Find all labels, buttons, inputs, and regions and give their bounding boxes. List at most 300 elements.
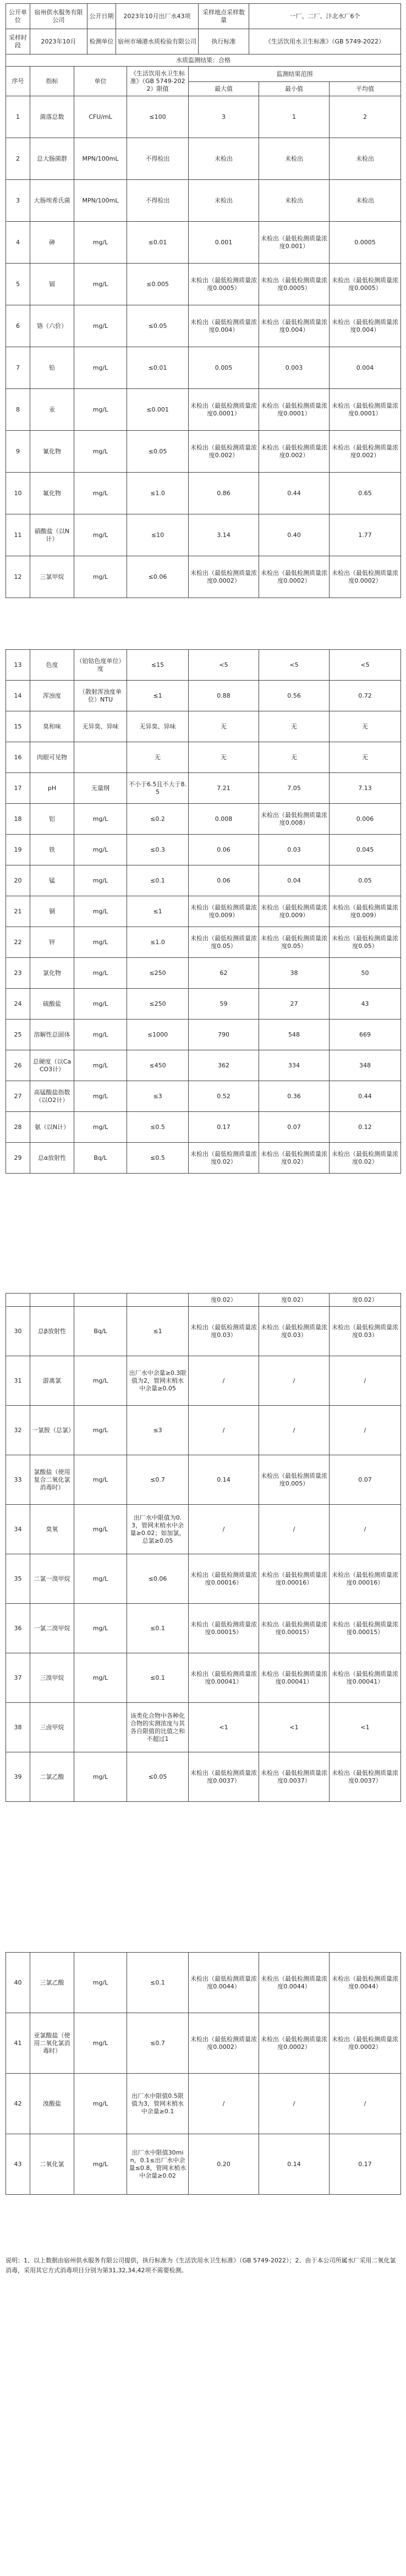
cell-avg: 348	[330, 1050, 401, 1081]
cell-max: 0.06	[189, 835, 259, 865]
cell-limit: ≤3	[127, 1081, 189, 1112]
cell-item: 锰	[30, 865, 74, 896]
cell-max: 0.001	[189, 222, 259, 264]
cell-item: 亚氯酸盐（使用二氧化氯消毒时）	[30, 2013, 74, 2074]
cell-max: <5	[189, 650, 259, 681]
cell-no: 35	[6, 1554, 30, 1604]
cell-no: 37	[6, 1653, 30, 1703]
cell-limit: ≤0.3	[127, 835, 189, 865]
col-limit: 《生活饮用水卫生标准》（GB 5749-2022）限值	[127, 67, 189, 96]
cell-max: /	[189, 2074, 259, 2134]
cell-item: 铝	[30, 804, 74, 835]
cell-min: 0.03	[259, 835, 330, 865]
cell-item: 三氯甲烷	[30, 556, 74, 598]
results-table-3	[6, 1293, 401, 1802]
cell-no: 16	[6, 742, 30, 773]
cell-limit: ≤1	[127, 896, 189, 927]
cell-no: 8	[6, 389, 30, 431]
table-row	[6, 1081, 401, 1112]
cell-max: 未检出（最低检测质量浓度0.009）	[189, 896, 259, 927]
cell-unit: mg/L	[74, 1653, 127, 1703]
continued-cell: 度0.02）	[330, 1294, 401, 1307]
cell-avg: 未检出（最低检测质量浓度0.05）	[330, 927, 401, 958]
cell-max: 无	[189, 711, 259, 742]
results-table-2	[6, 649, 401, 1174]
cell-no: 1	[6, 96, 30, 138]
cell-item: 氨（以N计）	[30, 1112, 74, 1143]
continued-cell: 度0.02）	[189, 1294, 259, 1307]
cell-avg: 0.72	[330, 681, 401, 711]
results-table-4	[6, 1952, 401, 2195]
cell-limit: ≤100	[127, 96, 189, 138]
table-row	[6, 96, 401, 138]
table-row	[6, 556, 401, 598]
table-row	[6, 389, 401, 431]
cell-avg: 0.006	[330, 804, 401, 835]
table-row	[6, 804, 401, 835]
cell-avg: /	[330, 1505, 401, 1554]
col-range: 监测结果范围	[189, 67, 401, 82]
cell-item: 硫酸盐	[30, 989, 74, 1020]
cell-avg: 0.0005	[330, 222, 401, 264]
cell-limit: 不小于6.5且不大于8.5	[127, 773, 189, 804]
cell-min: 未检出	[259, 180, 330, 222]
table-row	[6, 1554, 401, 1604]
cell-unit: mg/L	[74, 1752, 127, 1802]
cell-limit: ≤250	[127, 989, 189, 1020]
continuation-row	[6, 1294, 401, 1307]
cell-limit: ≤450	[127, 1050, 189, 1081]
cell-max: 未检出（最低检测质量浓度0.00041）	[189, 1653, 259, 1703]
cell-item: 总β放射性	[30, 1307, 74, 1356]
cell-limit: ≤0.05	[127, 305, 189, 347]
cell-avg: 未检出（最低检测质量浓度0.004）	[330, 305, 401, 347]
cell-limit: ≤0.1	[127, 1604, 189, 1653]
header-cell: 宿州市埇港水质检验有限公司	[116, 29, 199, 54]
cell-avg: 无	[330, 711, 401, 742]
cell-max: 0.88	[189, 681, 259, 711]
cell-min: 0.14	[259, 2134, 330, 2195]
cell-unit: mg/L	[74, 2134, 127, 2195]
cell-max: 0.52	[189, 1081, 259, 1112]
cell-item: 总α放射性	[30, 1143, 74, 1174]
cell-avg: 50	[330, 958, 401, 989]
table-row	[6, 1112, 401, 1143]
cell-item: 氯酸盐（使用复合二氧化氯消毒时）	[30, 1455, 74, 1505]
cell-no: 12	[6, 556, 30, 598]
cell-limit: ≤15	[127, 650, 189, 681]
page-4	[0, 1948, 406, 2576]
cell-no: 14	[6, 681, 30, 711]
header-table	[6, 3, 401, 67]
cell-unit: 无异臭、异味	[74, 711, 127, 742]
cell-limit: ≤1.0	[127, 927, 189, 958]
cell-unit: CFU/mL	[74, 96, 127, 138]
cell-no: 30	[6, 1307, 30, 1356]
cell-avg: 0.44	[330, 1081, 401, 1112]
cell-avg: 未检出（最低检测质量浓度0.0037）	[330, 1752, 401, 1802]
cell-limit: ≤1	[127, 681, 189, 711]
cell-min: 无	[259, 742, 330, 773]
cell-max: 0.14	[189, 1455, 259, 1505]
cell-min: 未检出（最低检测质量浓度0.0037）	[259, 1752, 330, 1802]
cell-no: 21	[6, 896, 30, 927]
header-cell: 公开日期	[87, 4, 116, 29]
cell-min: 0.36	[259, 1081, 330, 1112]
table-row	[6, 1505, 401, 1554]
table-row	[6, 2074, 401, 2134]
table-row	[6, 1455, 401, 1505]
cell-item: 总硬度（以CaCO3计）	[30, 1050, 74, 1081]
table-row	[6, 681, 401, 711]
cell-unit: mg/L	[74, 865, 127, 896]
cell-max: 0.20	[189, 2134, 259, 2195]
cell-max: <1	[189, 1703, 259, 1752]
cell-item: 铬（六价）	[30, 305, 74, 347]
cell-limit: ≤0.005	[127, 264, 189, 305]
table-row	[6, 347, 401, 389]
cell-unit: mg/L	[74, 1455, 127, 1505]
blank-cell	[30, 1294, 74, 1307]
cell-item: 氰化物	[30, 431, 74, 473]
cell-no: 32	[6, 1406, 30, 1455]
page-1	[0, 0, 406, 627]
table-row	[6, 2013, 401, 2074]
cell-limit: ≤0.06	[127, 556, 189, 598]
cell-limit: 无	[127, 742, 189, 773]
cell-item: 总大肠菌群	[30, 138, 74, 180]
cell-avg: 未检出（最低检测质量浓度0.02）	[330, 1143, 401, 1174]
table-row	[6, 1703, 401, 1752]
cell-no: 26	[6, 1050, 30, 1081]
cell-unit: mg/L	[74, 431, 127, 473]
cell-unit: mg/L	[74, 1081, 127, 1112]
cell-item: 三氯乙酸	[30, 1953, 74, 2013]
cell-no: 9	[6, 431, 30, 473]
cell-avg: <5	[330, 650, 401, 681]
cell-no: 22	[6, 927, 30, 958]
cell-max: 未检出（最低检测质量浓度0.0001）	[189, 389, 259, 431]
cell-max: 未检出	[189, 138, 259, 180]
cell-min: 未检出（最低检测质量浓度0.02）	[259, 1143, 330, 1174]
cell-avg: 未检出（最低检测质量浓度0.00016）	[330, 1554, 401, 1604]
cell-max: 未检出（最低检测质量浓度0.05）	[189, 927, 259, 958]
header-row-2	[6, 29, 401, 54]
cell-min: 未检出（最低检测质量浓度0.009）	[259, 896, 330, 927]
cell-avg: 7.13	[330, 773, 401, 804]
cell-no: 19	[6, 835, 30, 865]
cell-max: 未检出（最低检测质量浓度0.0002）	[189, 2013, 259, 2074]
cell-min: /	[259, 1356, 330, 1406]
cell-unit: mg/L	[74, 1050, 127, 1081]
cell-min: <5	[259, 650, 330, 681]
cell-max: 0.008	[189, 804, 259, 835]
cell-unit: mg/L	[74, 1953, 127, 2013]
cell-item: 肉眼可见物	[30, 742, 74, 773]
cell-item: 铅	[30, 347, 74, 389]
table-row	[6, 1050, 401, 1081]
table-row	[6, 958, 401, 989]
cell-max: 7.21	[189, 773, 259, 804]
cell-unit: mg/L	[74, 305, 127, 347]
cell-unit: mg/L	[74, 1112, 127, 1143]
header-cell: 采样地点采样数量	[199, 4, 249, 29]
cell-min: /	[259, 1406, 330, 1455]
cell-item: pH	[30, 773, 74, 804]
cell-min: 548	[259, 1020, 330, 1050]
table-row	[6, 1307, 401, 1356]
cell-max: 未检出（最低检测质量浓度0.0002）	[189, 556, 259, 598]
cell-item: 汞	[30, 389, 74, 431]
cell-max: 无	[189, 742, 259, 773]
cell-unit: mg/L	[74, 514, 127, 556]
cell-no: 10	[6, 473, 30, 514]
cell-item: 溶解性总固体	[30, 1020, 74, 1050]
cell-no: 33	[6, 1455, 30, 1505]
table-row	[6, 773, 401, 804]
cell-no: 17	[6, 773, 30, 804]
cell-min: 未检出（最低检测质量浓度0.0001）	[259, 389, 330, 431]
cell-min: 未检出（最低检测质量浓度0.0002）	[259, 556, 330, 598]
cell-item: 浑浊度	[30, 681, 74, 711]
cell-unit: mg/L	[74, 896, 127, 927]
cell-item: 砷	[30, 222, 74, 264]
conclusion-row	[6, 54, 401, 67]
cell-avg: 未检出（最低检测质量浓度0.0001）	[330, 389, 401, 431]
page-3	[0, 1293, 406, 1926]
cell-min: 0.56	[259, 681, 330, 711]
table-row	[6, 1143, 401, 1174]
cell-min: 未检出（最低检测质量浓度0.002）	[259, 431, 330, 473]
cell-avg: 未检出	[330, 180, 401, 222]
table-row	[6, 989, 401, 1020]
cell-avg: 未检出（最低检测质量浓度0.00041）	[330, 1653, 401, 1703]
cell-avg: 669	[330, 1020, 401, 1050]
cell-unit: mg/L	[74, 2074, 127, 2134]
cell-no: 6	[6, 305, 30, 347]
cell-avg: 未检出（最低检测质量浓度0.0002）	[330, 556, 401, 598]
cell-unit: mg/L	[74, 958, 127, 989]
cell-max: 790	[189, 1020, 259, 1050]
column-header-row	[6, 67, 401, 82]
cell-unit: （散射浑浊度单位）NTU	[74, 681, 127, 711]
table-row	[6, 1752, 401, 1802]
table-row	[6, 264, 401, 305]
cell-min: 未检出（最低检测质量浓度0.0044）	[259, 1953, 330, 2013]
cell-no: 13	[6, 650, 30, 681]
cell-max: 未检出（最低检测质量浓度0.02）	[189, 1143, 259, 1174]
cell-unit: mg/L	[74, 835, 127, 865]
cell-max: 未检出（最低检测质量浓度0.002）	[189, 431, 259, 473]
cell-max: 未检出	[189, 180, 259, 222]
cell-unit: mg/L	[74, 927, 127, 958]
col-avg: 平均值	[330, 82, 401, 96]
cell-avg: 0.12	[330, 1112, 401, 1143]
table-row	[6, 1020, 401, 1050]
cell-min: 未检出（最低检测质量浓度0.008）	[259, 804, 330, 835]
cell-item: 镉	[30, 264, 74, 305]
header-cell: 《生活饮用水卫生标准》（GB 5749-2022）	[249, 29, 401, 54]
cell-max: 362	[189, 1050, 259, 1081]
cell-min: 未检出	[259, 138, 330, 180]
cell-item: 铁	[30, 835, 74, 865]
cell-avg: 43	[330, 989, 401, 1020]
cell-unit: mg/L	[74, 556, 127, 598]
cell-avg: 0.004	[330, 347, 401, 389]
cell-limit: ≤250	[127, 958, 189, 989]
table-row	[6, 1953, 401, 2013]
cell-max: 59	[189, 989, 259, 1020]
cell-min: 未检出（最低检测质量浓度0.0005）	[259, 264, 330, 305]
cell-min: 未检出（最低检测质量浓度0.001）	[259, 222, 330, 264]
cell-limit: 出厂水中限值30min，0.1≤出厂水中余量≤0.8，管网末梢水中余量≥0.02	[127, 2134, 189, 2195]
cell-limit: 该类化合物中各种化合物的实测浓度与其各自限值的比值之和不超过1	[127, 1703, 189, 1752]
cell-unit	[74, 1703, 127, 1752]
cell-unit: mg/L	[74, 473, 127, 514]
table-row	[6, 1406, 401, 1455]
cell-limit: 无异臭、异味	[127, 711, 189, 742]
cell-no: 3	[6, 180, 30, 222]
cell-avg: 2	[330, 96, 401, 138]
table-row	[6, 431, 401, 473]
cell-no: 34	[6, 1505, 30, 1554]
cell-unit: mg/L	[74, 389, 127, 431]
cell-max: 62	[189, 958, 259, 989]
col-min: 最小值	[259, 82, 330, 96]
cell-max: 未检出（最低检测质量浓度0.004）	[189, 305, 259, 347]
cell-limit: ≤0.5	[127, 1112, 189, 1143]
cell-no: 2	[6, 138, 30, 180]
cell-max: 0.86	[189, 473, 259, 514]
cell-no: 7	[6, 347, 30, 389]
continued-cell: 度0.02）	[259, 1294, 330, 1307]
cell-avg: 无	[330, 742, 401, 773]
cell-no: 27	[6, 1081, 30, 1112]
table-row	[6, 1356, 401, 1406]
cell-min: 无	[259, 711, 330, 742]
table-row	[6, 650, 401, 681]
cell-max: 未检出（最低检测质量浓度0.0005）	[189, 264, 259, 305]
header-cell: 检测单位	[87, 29, 116, 54]
cell-avg: 0.65	[330, 473, 401, 514]
cell-avg: 未检出（最低检测质量浓度0.0044）	[330, 1953, 401, 2013]
cell-limit: ≤0.7	[127, 2013, 189, 2074]
cell-item: 氯化物	[30, 958, 74, 989]
table-row	[6, 473, 401, 514]
table-row	[6, 711, 401, 742]
cell-max: 3	[189, 96, 259, 138]
cell-limit: ≤0.05	[127, 431, 189, 473]
cell-limit: 不得检出	[127, 180, 189, 222]
cell-no: 11	[6, 514, 30, 556]
cell-limit: ≤0.05	[127, 1752, 189, 1802]
cell-item: 三溴甲烷	[30, 1653, 74, 1703]
cell-min: 未检出（最低检测质量浓度0.00015）	[259, 1604, 330, 1653]
cell-item: 游离氯	[30, 1356, 74, 1406]
header-cell: 宿州供水服务有限公司	[30, 4, 87, 29]
cell-avg: 未检出（最低检测质量浓度0.03）	[330, 1307, 401, 1356]
cell-avg: /	[330, 1356, 401, 1406]
col-item: 指标	[30, 67, 74, 96]
cell-min: 7.05	[259, 773, 330, 804]
cell-item: 硝酸盐（以N计）	[30, 514, 74, 556]
cell-no: 43	[6, 2134, 30, 2195]
cell-min: /	[259, 2074, 330, 2134]
cell-no: 23	[6, 958, 30, 989]
cell-avg: 1.77	[330, 514, 401, 556]
cell-no: 25	[6, 1020, 30, 1050]
table-row	[6, 742, 401, 773]
cell-unit: mg/L	[74, 347, 127, 389]
cell-max: 3.14	[189, 514, 259, 556]
header-row-1	[6, 4, 401, 29]
cell-item: 臭氧	[30, 1505, 74, 1554]
cell-min: 0.07	[259, 1112, 330, 1143]
table-row	[6, 896, 401, 927]
cell-min: 38	[259, 958, 330, 989]
cell-min: 未检出（最低检测质量浓度0.005）	[259, 1455, 330, 1505]
cell-limit: ≤0.2	[127, 804, 189, 835]
cell-limit: ≤0.1	[127, 865, 189, 896]
cell-no: 20	[6, 865, 30, 896]
cell-limit: ≤1.0	[127, 473, 189, 514]
header-cell: 公开单位	[6, 4, 30, 29]
cell-no: 5	[6, 264, 30, 305]
header-cell: 2023年10月出厂水43项	[116, 4, 199, 29]
cell-max: 未检出（最低检测质量浓度0.0044）	[189, 1953, 259, 2013]
footnote: 说明：1、以上数据由宿州供水服务有限公司提供，执行标准为《生活饮用水卫生标准》（GB 5749-2022）；2、由于本公司所属水厂采用二氧化氯消毒，采用其它方式消毒项目分别为第31,32,34,42项不需要检测。	[6, 2257, 396, 2274]
cell-no: 36	[6, 1604, 30, 1653]
cell-avg: 0.05	[330, 865, 401, 896]
cell-no: 41	[6, 2013, 30, 2074]
cell-max: 0.06	[189, 865, 259, 896]
cell-avg: 未检出（最低检测质量浓度0.0002）	[330, 2013, 401, 2074]
cell-avg: 0.07	[330, 1455, 401, 1505]
table-row	[6, 305, 401, 347]
table-row	[6, 865, 401, 896]
cell-avg: 未检出（最低检测质量浓度0.00015）	[330, 1604, 401, 1653]
cell-limit: ≤0.1	[127, 1953, 189, 2013]
cell-avg: 未检出	[330, 138, 401, 180]
cell-min: 0.003	[259, 347, 330, 389]
cell-limit: ≤3	[127, 1406, 189, 1455]
cell-unit: MPN/100mL	[74, 138, 127, 180]
table-row	[6, 835, 401, 865]
table-row	[6, 2134, 401, 2195]
cell-avg: 0.045	[330, 835, 401, 865]
cell-unit: Bq/L	[74, 1307, 127, 1356]
cell-item: 一氯二溴甲烷	[30, 1604, 74, 1653]
cell-min: 0.04	[259, 865, 330, 896]
cell-min: 未检出（最低检测质量浓度0.00041）	[259, 1653, 330, 1703]
col-unit: 单位	[74, 67, 127, 96]
cell-min: 未检出（最低检测质量浓度0.05）	[259, 927, 330, 958]
blank-cell	[127, 1294, 189, 1307]
cell-unit: mg/L	[74, 264, 127, 305]
cell-item: 菌落总数	[30, 96, 74, 138]
cell-limit: ≤0.1	[127, 1653, 189, 1703]
table-row	[6, 927, 401, 958]
cell-item: 一氯胺（总氯）	[30, 1406, 74, 1455]
header-cell: 执行标准	[199, 29, 249, 54]
cell-max: /	[189, 1356, 259, 1406]
cell-avg: 0.17	[330, 2134, 401, 2195]
cell-unit: mg/L	[74, 804, 127, 835]
conclusion: 水质监测结果：合格	[6, 54, 401, 67]
cell-unit: mg/L	[74, 1604, 127, 1653]
cell-min: 未检出（最低检测质量浓度0.004）	[259, 305, 330, 347]
cell-avg: /	[330, 1406, 401, 1455]
